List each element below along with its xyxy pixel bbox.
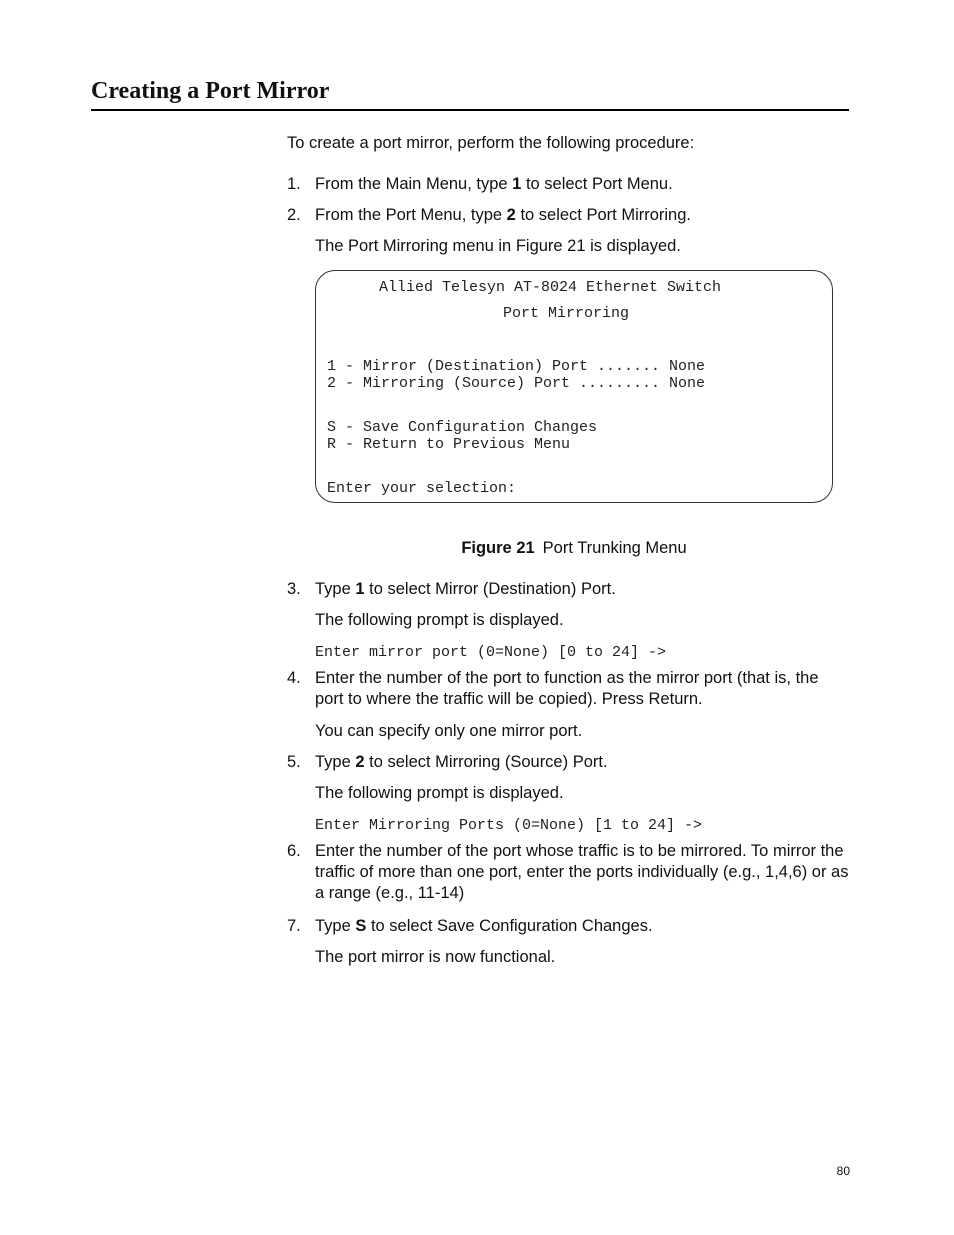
- step-1-text: From the Main Menu, type 1 to select Port Menu.: [315, 175, 673, 193]
- menu-option-save: S - Save Configuration Changes: [327, 419, 598, 436]
- screen-title: Allied Telesyn AT-8024 Ethernet Switch: [379, 279, 722, 296]
- step-3-text: Type 1 to select Mirror (Destination) Port.: [315, 580, 616, 598]
- screen-subtitle: Port Mirroring: [503, 305, 630, 322]
- step-number: 3.: [287, 580, 301, 598]
- key-label: S: [355, 917, 367, 935]
- step-5-text: Type 2 to select Mirroring (Source) Port.: [315, 753, 608, 771]
- step-6-text: Enter the number of the port whose traffic is to be mirrored. To mirror the traffic of more than one port, enter the ports individually (e.g., 1,4,6) or as a range (e.g., 11-14): [315, 842, 849, 902]
- key-label: 1: [355, 580, 365, 598]
- step-number: 2.: [287, 206, 301, 224]
- page-number: 80: [836, 1164, 850, 1178]
- intro-text: To create a port mirror, perform the following procedure:: [287, 134, 695, 152]
- figure-caption: [315, 538, 833, 559]
- step-number: 6.: [287, 842, 301, 860]
- step-7-text: Type S to select Save Configuration Changes.: [315, 917, 653, 935]
- step-number: 5.: [287, 753, 301, 771]
- step-7-note: The port mirror is now functional.: [315, 948, 556, 966]
- menu-option-mirror-port: 1 - Mirror (Destination) Port ....... None: [327, 358, 706, 375]
- figure-label: Figure 21: [461, 539, 535, 557]
- mirroring-ports-prompt: Enter Mirroring Ports (0=None) [1 to 24] ->: [315, 817, 703, 834]
- step-number: 7.: [287, 917, 301, 935]
- step-number: 1.: [287, 175, 301, 193]
- mirror-port-prompt: Enter mirror port (0=None) [0 to 24] ->: [315, 644, 667, 661]
- menu-option-mirroring-port: 2 - Mirroring (Source) Port ......... None: [327, 375, 706, 392]
- key-label: 2: [355, 753, 365, 771]
- page-title: Creating a Port Mirror: [91, 74, 849, 111]
- step-number: 4.: [287, 669, 301, 687]
- step-5-note: The following prompt is displayed.: [315, 784, 564, 802]
- menu-option-return: R - Return to Previous Menu: [327, 436, 571, 453]
- step-4-text: Enter the number of the port to function as the mirror port (that is, the port to where the traffic will be copied). Press Return.: [315, 669, 819, 708]
- step-2-text: From the Port Menu, type 2 to select Port Mirroring.: [315, 206, 691, 224]
- step-4-note: You can specify only one mirror port.: [315, 722, 583, 740]
- figure-title: Port Trunking Menu: [542, 539, 687, 557]
- step-2-note: The Port Mirroring menu in Figure 21 is displayed.: [315, 237, 681, 255]
- key-label: 1: [512, 175, 522, 193]
- screen-prompt: Enter your selection:: [327, 480, 517, 497]
- key-label: 2: [506, 206, 516, 224]
- step-3-note: The following prompt is displayed.: [315, 611, 564, 629]
